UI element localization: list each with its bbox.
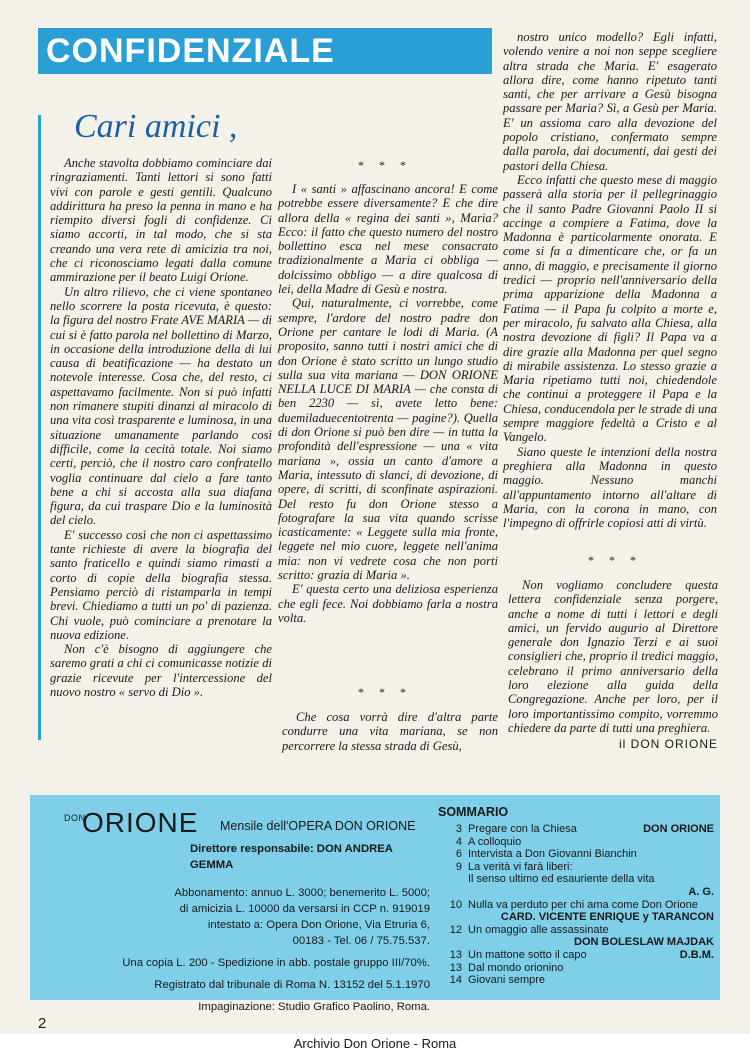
logo — [40, 807, 430, 841]
section-separator: * * * — [358, 685, 412, 699]
section-separator: * * * — [358, 158, 412, 172]
paragraph: I « santi » affascinano ancora! E come potrebbe essere diversamente? E che dire allora della « regina dei santi », Maria? Ecco: il fatto che questo numero del nostro bollettino esca nel mese consacrato tradizionalmente a Maria ci obbliga — dolcissimo obbligo — a dire qualcosa di lei, della Madre di Gesù e nostra. — [278, 182, 498, 297]
sommario-row: 13 Un mattone sotto il capo D.B.M. — [449, 948, 714, 961]
sommario-row: 4 A colloquio — [455, 835, 522, 848]
paragraph: Non c'è bisogno di aggiungere che saremo grati a chi ci comunicasse notizie di grazie ricevute per l'intercessione del nuovo nostro « servo di Dio ». — [50, 642, 272, 699]
paragraph: Non vogliamo concludere questa lettera confidenziale senza porgere, anche a nome di tutti i lettori e degli amici, un fervido augurio al Direttore generale don Ignazio Terzi e ai suoi consiglieri che, proprio il tredici maggio, celebrano il primo anniversario della loro elezione alla guida della Congregazione. Anche per loro, per il loro importantissimo compito, vorremmo chiedere da parte di tutti una preghiera. — [508, 578, 718, 735]
sommario-author: DON BOLESLAW MAJDAK — [574, 936, 714, 949]
paragraph: Che cosa vorrà dire d'altra parte condurre una vita mariana, se non percorrere la stessa strada di Gesù, — [282, 710, 498, 753]
paragraph: E' questa certo una deliziosa esperienza che egli fece. Noi dobbiamo farla a nostra volta. — [278, 582, 498, 625]
logo-orione: ORIONE — [82, 807, 199, 838]
sommario-row: Il senso ultimo ed esauriente della vita — [468, 873, 655, 886]
sommario-row: 9 La verità vi farà liberi: — [455, 860, 573, 873]
section-separator: * * * — [588, 553, 642, 567]
paragraph: E' successo così che non ci aspettassimo tante richieste di avere la biografia del santo fraticello e quindi siamo rimasti a corto di copie della biografia stessa. Pensiamo perciò di ristamparla in tempi brevi. Chiediamo a tutti un po' di pazienza. Chi vuole, può cominciare a prenotare la nuova edizione. — [50, 527, 272, 642]
subscription-line: Abbonamento: annuo L. 3000; benemerito L. 5000; — [174, 887, 430, 899]
paragraph: Qui, naturalmente, ci vorrebbe, come sempre, l'ardore del nostro padre don Orione per cantare le lodi di Maria. (A proposito, sanno tutti i nostri amici che di don Orione è stato scritto un lungo studio sulla sua vita mariana — DON ORIONE NELLA LUCE DI MARIA — che consta di ben 2230 — sì, avete letto bene: duemiladuecentotrenta — pagine?). Quella di don Orione si può ben dire — in tutta la profondità dell'espressione — una « vita mariana », ossia un canto d'amore a Maria, intessuto di slanci, di devozione, di opere, di scritti, di sconfinate aspirazioni. Del resto fu don Orione stesso a fotografare la sua vita quando scrisse icasticamente: « Leggete sulla mia fronte, leggete nel mio cuore, leggete nell'anima mia: non vi vedrete cosa che non porti scritto: grazia di Maria ». — [278, 296, 498, 583]
subscription-line: intestato a: Opera Don Orione, Via Etruria 6, — [207, 919, 430, 931]
sommario-row: 6 Intervista a Don Giovanni Bianchin — [455, 848, 637, 861]
sommario-row: 12 Un omaggio alle assassinate — [449, 923, 609, 936]
page-number: 2 — [38, 1015, 47, 1032]
masthead-subtitle: Mensile dell'OPERA DON ORIONE — [220, 819, 416, 833]
paragraph: Un altro rilievo, che ci viene spontaneo nello scorrere la posta ricevuta, è questo: la figura del nostro Frate AVE MARIA — di cui si è fatto parola nel bollettino di Marzo, in occasione della introduzione della di lui causa di beatificazione — ha destato un notevole interesse. Cosa che, del resto, ci aspettavamo facilmente. Non si può infatti non rimanere stupiti dinanzi al miracolo di una vita così trasparente e luminosa, in una situazione umanamente parlando così difficile, come la cecità totale. Noi siamo certi, perciò, che il nostro caro confratello voglia continuare dal cielo a fare tanto bene a chi si accosta alla sua diafana figura, da cui traspare Dio e la luminosità del cielo. — [50, 284, 272, 528]
registration: Registrato dal tribunale di Roma N. 13152 del 5.1.1970 — [154, 979, 430, 991]
sommario-row: 13 Dal mondo orionino — [449, 961, 564, 974]
column-2-end — [282, 710, 498, 753]
masthead-box — [30, 795, 720, 1013]
column-1 — [50, 156, 272, 699]
section-banner — [38, 28, 492, 74]
logo-don: DON — [64, 813, 86, 823]
paragraph: Siano queste le intenzioni della nostra preghiera alla Madonna in questo maggio. Nessuno manchi all'appuntamento intorno all'altare di Maria, con la corona in mano, con l'impegno di offrirle copiosi atti di virtù. — [503, 444, 717, 531]
sommario-row: 10 Nulla va perduto per chi ama come Don Orione — [449, 898, 698, 911]
sommario-author: CARD. VICENTE ENRIQUE y TARANCON — [500, 911, 714, 924]
column-3 — [503, 30, 717, 530]
sommario-author: A. G. — [688, 885, 714, 898]
layout-credit: Impaginazione: Studio Grafico Paolino, Roma. — [198, 1001, 430, 1013]
subscription-line: 00183 - Tel. 06 / 75.75.537. — [292, 935, 430, 947]
column-2 — [278, 182, 498, 625]
sommario-title: SOMMARIO — [438, 805, 509, 819]
signature: il DON ORIONE — [618, 737, 718, 752]
sommario — [438, 805, 714, 987]
paragraph: Ecco infatti che questo mese di maggio passerà alla storia per il pellegrinaggio che il santo Padre Giovanni Paolo II si accinge a compiere a Fatima, dove la Madonna è particolarmente onorata. E come si fa a dimenticare che, or fa un anno, di maggio, e precisamente il giorno tredici — proprio nell'anniversario della prima apparizione della Madonna a Fatima — il Papa fu colpito a morte e, per miracolo, fu salvato alla Chiesa, alla nostra devozione di figli? Il Papa va a dire grazie alla Madonna per quel segno di mirabile assistenza. Lo stesso grazie a Maria ripetiamo tutti noi, chiedendole che continui a proteggere il Papa e la Chiesa, conducendola per le strade di una sempre maggiore fedeltà a Cristo e al Vangelo. — [503, 172, 717, 445]
greeting-title: Cari amici , — [74, 108, 238, 145]
paragraph: nostro unico modello? Egli infatti, volendo venire a noi non seppe scegliere altra strada che Maria. E' esagerato allora dire, come hanno ripetuto tanti santi, che per arrivare a Gesù bisogna passare per Maria? Sì, a Gesù per Maria. E' un assioma caro alla devozione del popolo cristiano, confermato sempre dalla parola, dai documenti, dai gesti dei pastori della Chiesa. — [503, 30, 717, 173]
column-3-end — [508, 578, 718, 752]
accent-bar — [38, 115, 41, 740]
section-title: CONFIDENZIALE — [46, 31, 335, 70]
paragraph: Anche stavolta dobbiamo cominciare dai ringraziamenti. Tanti lettori si sono fatti vivi con parole e gesti gentili. Qualcuno addirittura ha preso la penna in mano e ha riempito diversi fogli di confidenze. Ci siamo accorti, in tal modo, che si sta creando una vera rete di amicizia tra noi, che ci riconosciamo legati dalla comune ammirazione per il beato Luigi Orione. — [50, 156, 272, 285]
copy-price: Una copia L. 200 - Spedizione in abb. postale gruppo III/70%. — [122, 957, 430, 969]
sommario-row: 3 Pregare con la Chiesa DON ORIONE — [455, 823, 714, 835]
archive-footer: Archivio Don Orione - Roma — [0, 1034, 750, 1054]
sommario-row: 14 Giovani sempre — [449, 974, 546, 987]
subscription-line: di amicizia L. 10000 da versarsi in CCP n. 919019 — [179, 903, 430, 915]
masthead — [40, 807, 430, 1015]
director-line: Direttore responsabile: DON ANDREA GEMMA — [190, 843, 393, 871]
